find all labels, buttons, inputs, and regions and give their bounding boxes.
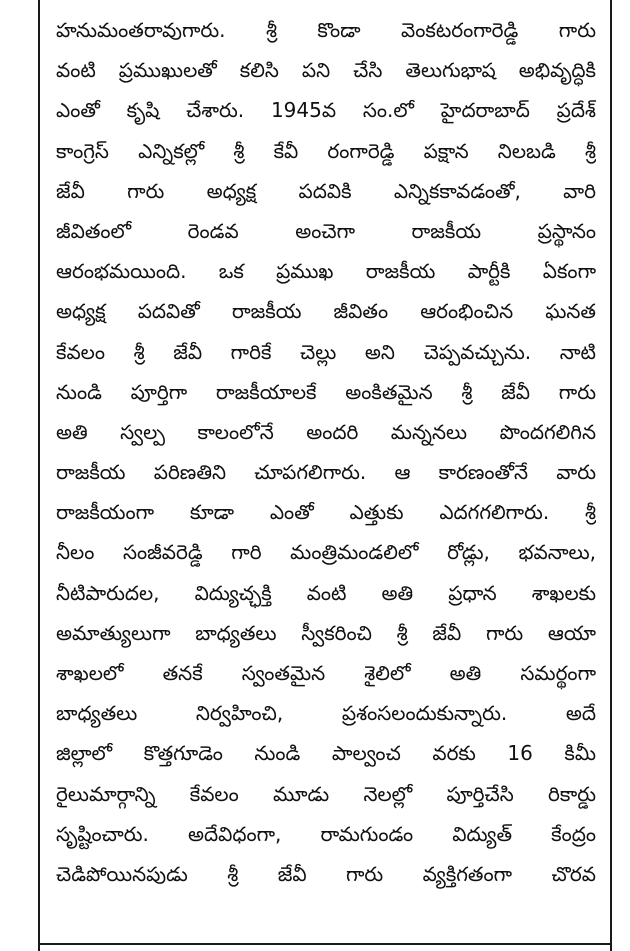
page-border-left — [38, 0, 40, 951]
text-line: నీటిపారుదల, విద్యుచ్ఛక్తి వంటి అతి ప్రధాన శాఖలకు — [56, 580, 596, 605]
text-line: ఎంతో కృషి చేశారు. 1945వ సం.లో హైదరాబాద్ ప్రదేశ్ — [56, 98, 596, 123]
text-line: రైలుమార్గాన్ని కేవలం మూడు నెలల్లో పూర్తిచేసి రికార్డు — [56, 781, 596, 806]
text-line: శాఖలలో తనకే స్వంతమైన శైలిలో అతి సమర్థంగా — [56, 661, 596, 685]
body-text — [56, 10, 596, 894]
text-line: ఆరంభమయింది. ఒక ప్రముఖ రాజకీయ పార్టీకి ఏకంగా — [56, 259, 596, 284]
text-line: రాజకీయ పరిణతిని చూపగలిగారు. ఆ కారణంతోనే వారు — [56, 460, 596, 485]
text-line: కాంగ్రెస్ ఎన్నికల్లో శ్రీ కేవీ రంగారెడ్డి పక్షాన నిలబడి శ్రీ — [56, 138, 596, 163]
text-line: సృష్టించారు. అదేవిధంగా, రామగుండం విద్యుత్ కేంద్రం — [56, 821, 596, 846]
text-line: రాజకీయంగా కూడా ఎంతో ఎత్తుకు ఎదగగలిగారు. శ్రీ — [56, 500, 596, 525]
text-line: అధ్యక్ష పదవితో రాజకీయ జీవితం ఆరంభించిన ఘనత — [56, 299, 596, 324]
text-line: జిల్లాలో కొత్తగూడెం నుండి పాల్వంచ వరకు 16 కిమీ — [56, 741, 596, 766]
text-line: హనుమంతరావుగారు. శ్రీ కొండా వెంకటరంగారెడ్డి గారు — [56, 18, 596, 42]
text-line: కేవలం శ్రీ జేవీ గారికే చెల్లు అని చెప్పవచ్చును. నాటి — [56, 339, 596, 364]
text-line: అమాత్యులుగా బాధ్యతలు స్వీకరించి శ్రీ జేవీ గారు ఆయా — [56, 620, 596, 645]
page-border-bottom — [38, 943, 612, 945]
text-line: జీవితంలో రెండవ అంచెగా రాజకీయ ప్రస్థానం — [56, 218, 596, 243]
text-line: జేవీ గారు అధ్యక్ష పదవికి ఎన్నికకావడంతో, వారి — [56, 178, 596, 203]
text-line: నీలం సంజీవరెడ్డి గారి మంత్రిమండలిలో రోడ్లు, భవనాలు, — [56, 540, 596, 565]
text-line: చెడిపోయినపుడు శ్రీ జేవీ గారు వ్యక్తిగతంగా చొరవ — [56, 861, 596, 886]
text-line: వంటి ప్రముఖులతో కలిసి పని చేసి తెలుగుభాష అభివృద్ధికి — [56, 58, 596, 83]
page-border-right — [610, 0, 612, 951]
text-line: నుండి పూర్తిగా రాజకీయాలకే అంకితమైన శ్రీ జేవీ గారు — [56, 379, 596, 404]
text-line: బాధ్యతలు నిర్వహించి, ప్రశంసలందుకున్నారు. అదే — [56, 701, 596, 726]
text-line: అతి స్వల్ప కాలంలోనే అందరి మన్ననలు పొందగలిగిన — [56, 419, 596, 444]
